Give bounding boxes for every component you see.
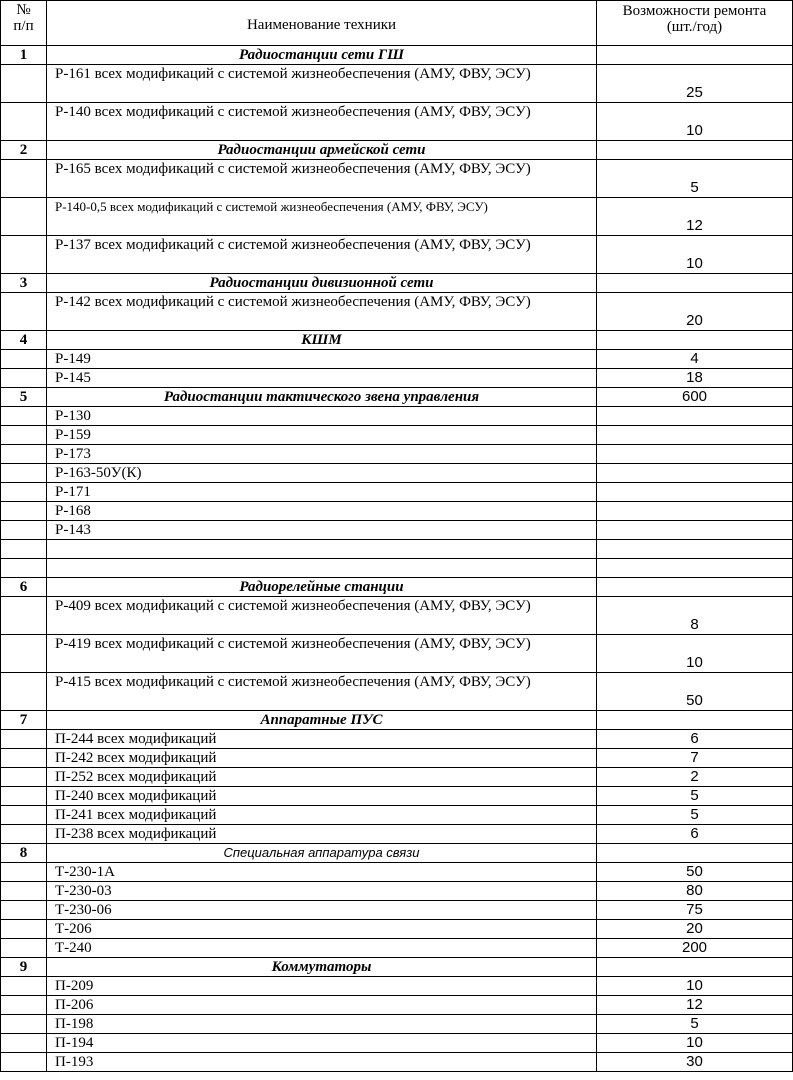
section-number: 1 <box>1 46 47 65</box>
repair-capacity-value: 6 <box>597 730 793 749</box>
table-row <box>1 635 793 673</box>
section-value <box>597 46 793 65</box>
table-row <box>1 901 793 920</box>
row-number-cell <box>1 293 47 331</box>
section-number: 9 <box>1 958 47 977</box>
section-title: Радиостанции тактического звена управления <box>47 388 597 407</box>
table-row <box>1 293 793 331</box>
table-row <box>1 502 793 521</box>
repair-capacity-value <box>597 540 793 559</box>
equipment-name: П-244 всех модификаций <box>47 730 597 749</box>
table-row <box>1 198 793 236</box>
row-number-cell <box>1 749 47 768</box>
table-row <box>1 787 793 806</box>
row-number-cell <box>1 901 47 920</box>
row-number-cell <box>1 350 47 369</box>
table-row <box>1 806 793 825</box>
equipment-name: Т-240 <box>47 939 597 958</box>
table-row <box>1 426 793 445</box>
repair-capacity-value <box>597 521 793 540</box>
row-number-cell <box>1 160 47 198</box>
equipment-name <box>47 540 597 559</box>
section-title: Радиостанции дивизионной сети <box>47 274 597 293</box>
section-number: 7 <box>1 711 47 730</box>
equipment-name: П-198 <box>47 1015 597 1034</box>
section-value <box>597 331 793 350</box>
section-title: Специальная аппаратура связи <box>47 844 597 863</box>
row-number-cell <box>1 1034 47 1053</box>
row-number-cell <box>1 369 47 388</box>
row-number-cell <box>1 825 47 844</box>
table-row <box>1 939 793 958</box>
repair-capacity-value: 10 <box>597 103 793 141</box>
equipment-name: Р-130 <box>47 407 597 426</box>
repair-capacity-value: 75 <box>597 901 793 920</box>
section-value <box>597 844 793 863</box>
row-number-cell <box>1 977 47 996</box>
repair-capacity-value: 7 <box>597 749 793 768</box>
row-number-cell <box>1 426 47 445</box>
row-number-cell <box>1 768 47 787</box>
repair-capacity-value: 5 <box>597 787 793 806</box>
header-repair-line1: Возможности ремонта <box>622 3 767 19</box>
section-row <box>1 141 793 160</box>
table-body <box>1 46 793 1072</box>
table-row <box>1 521 793 540</box>
repair-capacity-value: 5 <box>597 806 793 825</box>
table-row <box>1 483 793 502</box>
equipment-name: Р-173 <box>47 445 597 464</box>
row-number-cell <box>1 65 47 103</box>
row-number-cell <box>1 787 47 806</box>
row-number-cell <box>1 939 47 958</box>
row-number-cell <box>1 730 47 749</box>
repair-capacity-value: 10 <box>597 236 793 274</box>
column-header-name: Наименование техники <box>47 1 597 46</box>
header-num-line1: № <box>16 2 31 18</box>
equipment-name: Р-419 всех модификаций с системой жизнеобеспечения (АМУ, ФВУ, ЭСУ) <box>47 635 597 673</box>
section-number: 4 <box>1 331 47 350</box>
table-row <box>1 673 793 711</box>
repair-capacity-value: 20 <box>597 293 793 331</box>
equipment-name: Р-159 <box>47 426 597 445</box>
repair-capacity-value: 50 <box>597 863 793 882</box>
repair-capacity-value: 4 <box>597 350 793 369</box>
table-row <box>1 540 793 559</box>
table-row <box>1 749 793 768</box>
row-number-cell <box>1 540 47 559</box>
table-row <box>1 597 793 635</box>
section-value <box>597 578 793 597</box>
section-title: Радиостанции сети ГШ <box>47 46 597 65</box>
table-row <box>1 445 793 464</box>
table-row <box>1 350 793 369</box>
equipment-name <box>47 559 597 578</box>
section-title: Радиорелейные станции <box>47 578 597 597</box>
row-number-cell <box>1 920 47 939</box>
table-row <box>1 768 793 787</box>
table-row <box>1 236 793 274</box>
repair-capacity-value: 5 <box>597 160 793 198</box>
repair-capacity-value <box>597 407 793 426</box>
equipment-name: Р-145 <box>47 369 597 388</box>
equipment-name: П-241 всех модификаций <box>47 806 597 825</box>
equipment-name: Т-230-06 <box>47 901 597 920</box>
equipment-name: Р-168 <box>47 502 597 521</box>
equipment-name: Р-165 всех модификаций с системой жизнеобеспечения (АМУ, ФВУ, ЭСУ) <box>47 160 597 198</box>
row-number-cell <box>1 521 47 540</box>
equipment-name: Т-230-03 <box>47 882 597 901</box>
equipment-name: П-206 <box>47 996 597 1015</box>
repair-capacity-value: 12 <box>597 996 793 1015</box>
table-row <box>1 160 793 198</box>
row-number-cell <box>1 483 47 502</box>
section-row <box>1 331 793 350</box>
section-value: 600 <box>597 388 793 407</box>
equipment-name: П-194 <box>47 1034 597 1053</box>
equipment-name: Р-409 всех модификаций с системой жизнеобеспечения (АМУ, ФВУ, ЭСУ) <box>47 597 597 635</box>
section-value <box>597 274 793 293</box>
equipment-name: П-242 всех модификаций <box>47 749 597 768</box>
table-row <box>1 1034 793 1053</box>
row-number-cell <box>1 198 47 236</box>
section-number: 2 <box>1 141 47 160</box>
repair-capacity-value: 5 <box>597 1015 793 1034</box>
row-number-cell <box>1 882 47 901</box>
repair-capacity-value: 10 <box>597 635 793 673</box>
table-row <box>1 825 793 844</box>
section-title: КШМ <box>47 331 597 350</box>
section-number: 5 <box>1 388 47 407</box>
header-repair-line2: (шт./год) <box>666 19 723 35</box>
repair-capacity-value <box>597 483 793 502</box>
table-row <box>1 407 793 426</box>
row-number-cell <box>1 597 47 635</box>
equipment-name: Р-171 <box>47 483 597 502</box>
equipment-name: Р-163-50У(К) <box>47 464 597 483</box>
table-row <box>1 882 793 901</box>
row-number-cell <box>1 236 47 274</box>
table-row <box>1 730 793 749</box>
repair-capacity-value <box>597 464 793 483</box>
row-number-cell <box>1 445 47 464</box>
section-value <box>597 141 793 160</box>
table-row <box>1 103 793 141</box>
equipment-name: П-240 всех модификаций <box>47 787 597 806</box>
table-row <box>1 464 793 483</box>
table-row <box>1 369 793 388</box>
row-number-cell <box>1 635 47 673</box>
repair-capacity-value: 50 <box>597 673 793 711</box>
section-row <box>1 711 793 730</box>
repair-capacity-value: 6 <box>597 825 793 844</box>
row-number-cell <box>1 1015 47 1034</box>
equipment-name: П-238 всех модификаций <box>47 825 597 844</box>
equipment-name: Р-415 всех модификаций с системой жизнеобеспечения (АМУ, ФВУ, ЭСУ) <box>47 673 597 711</box>
row-number-cell <box>1 464 47 483</box>
equipment-name: Р-142 всех модификаций с системой жизнеобеспечения (АМУ, ФВУ, ЭСУ) <box>47 293 597 331</box>
section-row <box>1 578 793 597</box>
equipment-name: Р-140-0,5 всех модификаций с системой жизнеобеспечения (АМУ, ФВУ, ЭСУ) <box>47 198 597 236</box>
equipment-name: Р-143 <box>47 521 597 540</box>
column-header-number <box>1 1 47 46</box>
table-row <box>1 920 793 939</box>
section-title: Аппаратные ПУС <box>47 711 597 730</box>
header-num-line2: п/п <box>13 18 34 34</box>
table-row <box>1 1015 793 1034</box>
section-value <box>597 711 793 730</box>
repair-capacity-value: 20 <box>597 920 793 939</box>
equipment-name: Р-137 всех модификаций с системой жизнеобеспечения (АМУ, ФВУ, ЭСУ) <box>47 236 597 274</box>
repair-capacity-value: 2 <box>597 768 793 787</box>
row-number-cell <box>1 996 47 1015</box>
repair-capacity-value <box>597 559 793 578</box>
section-row <box>1 274 793 293</box>
row-number-cell <box>1 407 47 426</box>
section-row <box>1 46 793 65</box>
row-number-cell <box>1 103 47 141</box>
repair-capacity-value: 200 <box>597 939 793 958</box>
section-title: Коммутаторы <box>47 958 597 977</box>
table-row <box>1 863 793 882</box>
table-header-row <box>1 1 793 46</box>
repair-capacity-value: 10 <box>597 1034 793 1053</box>
section-row <box>1 388 793 407</box>
repair-capacity-value <box>597 426 793 445</box>
table-row <box>1 65 793 103</box>
section-number: 8 <box>1 844 47 863</box>
table-row <box>1 1053 793 1072</box>
section-number: 6 <box>1 578 47 597</box>
section-title: Радиостанции армейской сети <box>47 141 597 160</box>
repair-capacity-value: 18 <box>597 369 793 388</box>
section-number: 3 <box>1 274 47 293</box>
row-number-cell <box>1 863 47 882</box>
row-number-cell <box>1 502 47 521</box>
equipment-name: П-193 <box>47 1053 597 1072</box>
repair-capacity-value: 8 <box>597 597 793 635</box>
section-value <box>597 958 793 977</box>
equipment-name: П-252 всех модификаций <box>47 768 597 787</box>
repair-capacity-value <box>597 445 793 464</box>
row-number-cell <box>1 673 47 711</box>
equipment-name: Р-140 всех модификаций с системой жизнеобеспечения (АМУ, ФВУ, ЭСУ) <box>47 103 597 141</box>
equipment-name: Т-206 <box>47 920 597 939</box>
equipment-name: Т-230-1А <box>47 863 597 882</box>
column-header-repair <box>597 1 793 46</box>
row-number-cell <box>1 559 47 578</box>
equipment-name: П-209 <box>47 977 597 996</box>
row-number-cell <box>1 1053 47 1072</box>
repair-capacity-value: 12 <box>597 198 793 236</box>
section-row <box>1 844 793 863</box>
table-row <box>1 977 793 996</box>
table-row <box>1 559 793 578</box>
row-number-cell <box>1 806 47 825</box>
repair-capacity-value <box>597 502 793 521</box>
equipment-name: Р-149 <box>47 350 597 369</box>
table-row <box>1 996 793 1015</box>
section-row <box>1 958 793 977</box>
repair-capacity-value: 30 <box>597 1053 793 1072</box>
equipment-name: Р-161 всех модификаций с системой жизнеобеспечения (АМУ, ФВУ, ЭСУ) <box>47 65 597 103</box>
repair-capacity-value: 25 <box>597 65 793 103</box>
repair-capacity-value: 10 <box>597 977 793 996</box>
repair-capacity-value: 80 <box>597 882 793 901</box>
